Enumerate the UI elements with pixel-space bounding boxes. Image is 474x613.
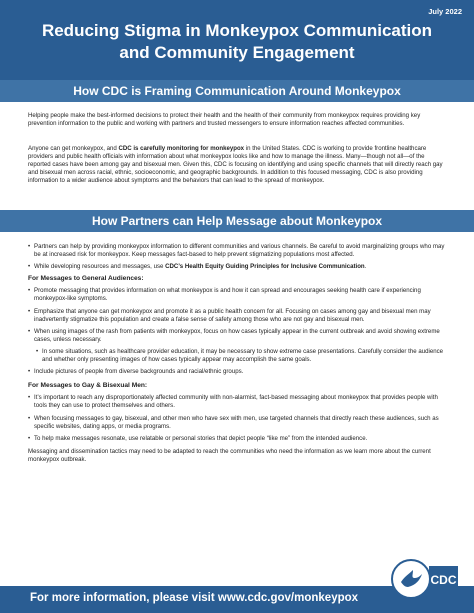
list-item: • To help make messages resonate, use relatable or personal stories that depict people “like me” from the intended audience. xyxy=(28,435,448,443)
list-item: • Partners can help by providing monkeypox information to different communities and various channels. Be careful to avoid marginalizing groups who may be at increased risk for monkeypox. Keep messages fact-based to help prevent stigmatizing populations most affected. xyxy=(28,243,448,259)
cdc-logo-text: CDC xyxy=(430,573,457,587)
list-item: • It’s important to reach any disproportionately affected community with non-alarmist, fact-based messaging about monkeypox that provides people with tools they can use to protect themselves and others. xyxy=(28,394,448,410)
list-item-sub: • In some situations, such as healthcare provider education, it may be necessary to show extreme case presentations. Carefully consider the audience and whether only presenting images of how cases typically appear may accomplish the same goals. xyxy=(36,348,448,364)
section-heading-cdc-framing: How CDC is Framing Communication Around Monkeypox xyxy=(0,80,474,102)
list-item: • Promote messaging that provides information on what monkeypox is and how it can spread and encourages seeking health care if experiencing monkeypox-like symptoms. xyxy=(28,287,448,303)
health-equity-principles-link[interactable]: CDC’s Health Equity Guiding Principles for Inclusive Communication xyxy=(165,263,365,271)
paragraph-intro: Helping people make the best-informed decisions to protect their health and the health of their community from monkeypox requires providing key prevention information to the public and working with partners and trusted messengers to ensure information reaches affected communities. xyxy=(28,112,421,128)
list-item: • When using images of the rash from patients with monkeypox, focus on how cases typically appear in the current outbreak and avoid showing extreme cases, unless necessary. xyxy=(28,328,448,344)
cdc-logo xyxy=(391,556,459,602)
header-banner xyxy=(0,0,474,80)
subheading-gay-bisexual-men: For Messages to Gay & Bisexual Men: xyxy=(28,382,148,390)
list-item: • Include pictures of people from diverse backgrounds and racial/ethnic groups. xyxy=(28,368,448,376)
paragraph-text: in the United States. CDC is working to provide frontline healthcare providers and public health officials with information about what monkeypox looks like and how to manage the illness. Many—though not all—of the reported cases have been among gay and bisexual men. Given this, CDC is focusing on identifying and using specific channels that will directly reach gay and bisexual men across racial, ethnic, socioeconomic, and geographic backgrounds. In addition to this focused messaging, CDC is also providing information to a wider audience about symptoms and the behaviors that can lead to the spread of monkeypox. xyxy=(28,145,443,185)
paragraph-cdc-monitoring xyxy=(28,145,448,185)
paragraph-text: Anyone can get monkeypox, and xyxy=(28,145,119,152)
page-title-line1: Reducing Stigma in Monkeypox Communication xyxy=(41,21,433,40)
list-item-text: . xyxy=(364,263,367,271)
section-heading-partners: How Partners can Help Message about Monkeypox xyxy=(0,210,474,232)
page-title-line2: and Community Engagement xyxy=(119,43,355,62)
list-item: • When focusing messages to gay, bisexual, and other men who have sex with men, use targeted channels that directly reach these audiences, such as specific websites, dating apps, or media programs. xyxy=(28,415,448,431)
cdc-monitoring-link[interactable]: CDC is carefully monitoring for monkeypox xyxy=(118,145,245,152)
list-item xyxy=(28,263,448,271)
list-item: • Emphasize that anyone can get monkeypox and promote it as a public health concern for all. Focusing on cases among gay and bisexual men may inadvertently stigmatize this population and create a false sense of safety among those who are not gay and bisexual men. xyxy=(28,308,448,324)
footer-more-info-link[interactable]: For more information, please visit www.cdc.gov/monkeypox xyxy=(30,592,359,604)
paragraph-closing: Messaging and dissemination tactics may need to be adapted to reach the communities who need the information as we learn more about the current monkeypox outbreak. xyxy=(28,447,431,463)
page-title xyxy=(0,20,474,64)
subheading-general-audiences: For Messages to General Audiences: xyxy=(28,275,144,283)
publication-date: July 2022 xyxy=(428,7,462,16)
partners-bullet-list xyxy=(28,243,448,464)
list-item-text: While developing resources and messages, use xyxy=(34,263,166,271)
